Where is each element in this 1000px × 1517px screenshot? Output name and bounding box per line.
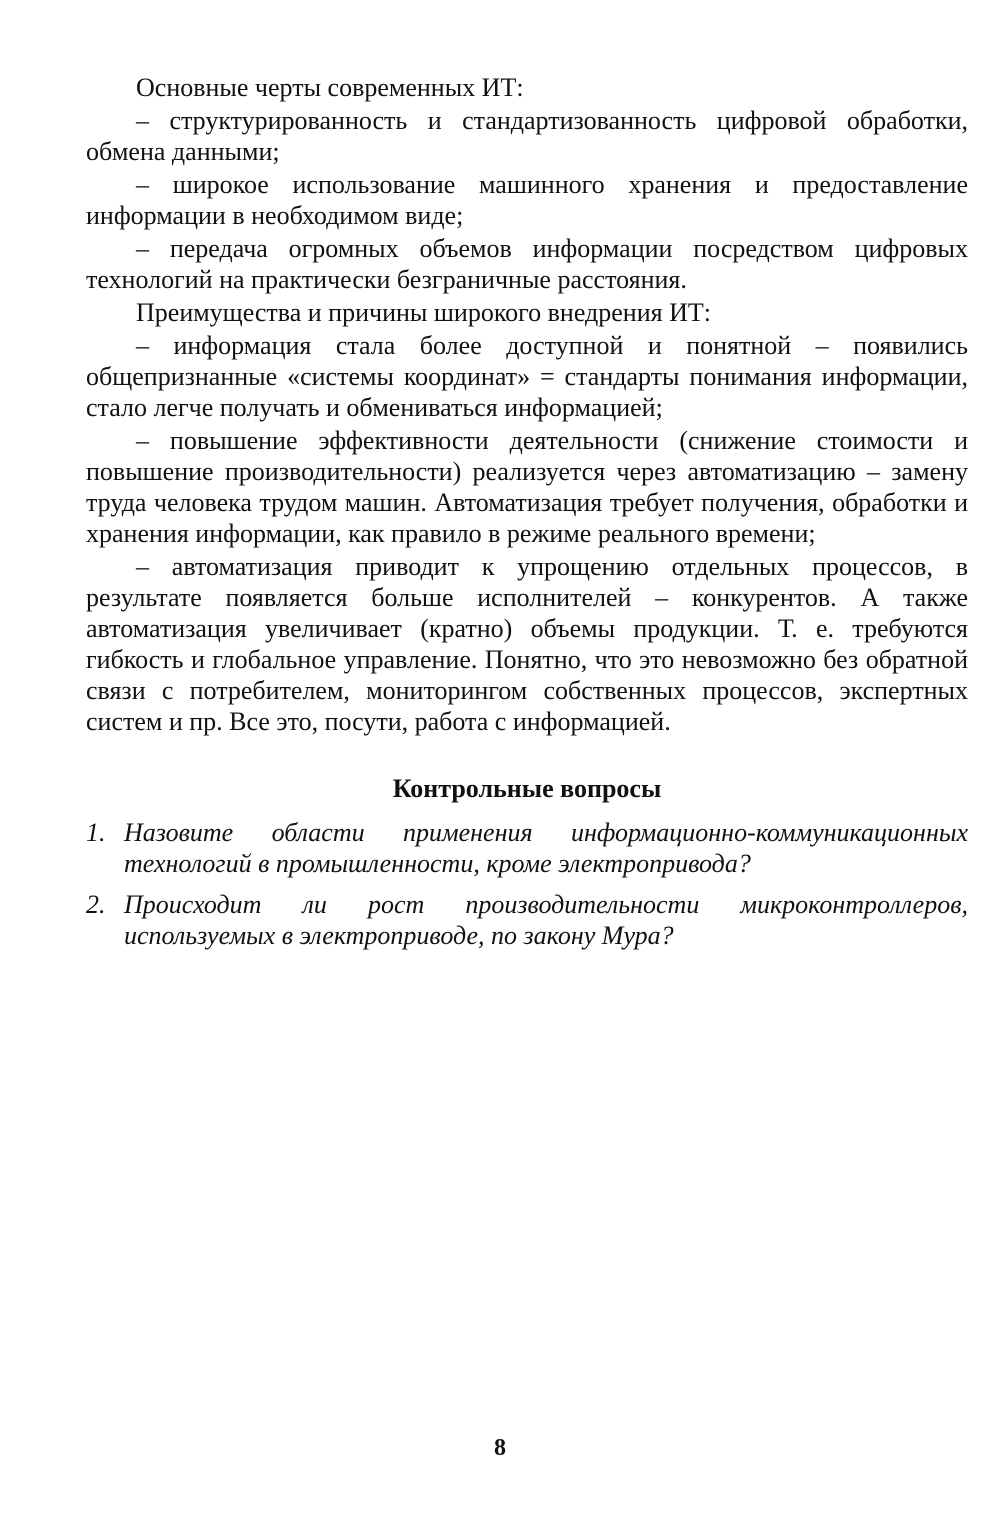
paragraph-advantages-heading: Преимущества и причины широкого внедрения ИТ: bbox=[136, 298, 711, 327]
question-number: 1. bbox=[86, 818, 106, 847]
paragraph-advantage-automation: – автоматизация приводит к упрощению отдельных процессов, в результате появляется больше исполнителей – конкурентов. А также автоматизация увеличивает (кратно) объемы продукции. Т. е. требуются гибкость и глобальное управление. Понятно, что это невозможно без обратной связи с потребителем, мониторингом собственных процессов, экспертных систем и пр. Все это, посути, работа с информацией. bbox=[86, 552, 968, 736]
paragraph-feature-structured: – структурированность и стандартизованность цифровой обработки, обмена данными; bbox=[86, 106, 968, 166]
question-text: Происходит ли рост производительности микроконтроллеров, используемых в электроприводе, по закону Мура? bbox=[124, 890, 968, 950]
section-heading-control-questions: Контрольные вопросы bbox=[392, 774, 662, 803]
paragraph-feature-storage: – широкое использование машинного хранения и предоставление информации в необходимом виде; bbox=[86, 170, 968, 230]
paragraph-main-features-heading: Основные черты современных ИТ: bbox=[136, 73, 524, 102]
page-number: 8 bbox=[494, 1435, 506, 1461]
paragraph-feature-transfer: – передача огромных объемов информации посредством цифровых технологий на практически безграничные расстояния. bbox=[86, 234, 968, 294]
question-number: 2. bbox=[86, 890, 106, 919]
paragraph-advantage-efficiency: – повышение эффективности деятельности (снижение стоимости и повышение производительности) реализуется через автоматизацию – замену труда человека трудом машин. Автоматизация требует получения, обработки и хранения информации, как правило в режиме реального времени; bbox=[86, 426, 968, 548]
question-item bbox=[86, 817, 968, 879]
control-questions-list bbox=[86, 817, 968, 951]
paragraph-advantage-accessibility: – информация стала более доступной и понятной – появились общепризнанные «системы координат» = стандарты понимания информации, стало легче получать и обмениваться информацией; bbox=[86, 331, 968, 422]
page-body bbox=[86, 72, 968, 951]
question-item bbox=[86, 889, 968, 951]
question-text: Назовите области применения информационно-коммуникационных технологий в промышленности, кроме электропривода? bbox=[124, 818, 968, 878]
